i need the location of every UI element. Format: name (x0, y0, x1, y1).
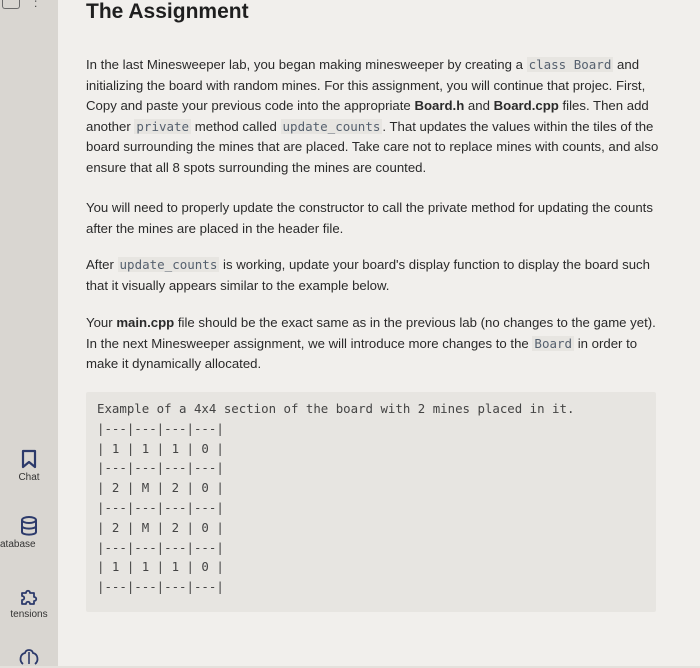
sidebar-item-label: Chat (18, 472, 40, 483)
text: is working, update your board's display function to display the board such that it visually appears similar to the example below. (86, 257, 650, 293)
text: and (464, 98, 494, 113)
text: file should be the exact same as in the previous lab (no changes to the game yet). In the next Minesweeper assignment, we will introduce more changes to the (86, 315, 656, 351)
paragraph-main (86, 313, 666, 375)
inline-code: private (136, 118, 190, 134)
inline-code: update_counts (119, 257, 218, 272)
inline-code: class Board (528, 57, 612, 72)
database-icon (19, 515, 39, 537)
sidebar-item-label: tensions (10, 609, 48, 620)
paragraph-intro (86, 55, 666, 178)
assignment-content (58, 0, 700, 666)
text: method called (191, 118, 281, 134)
paragraph-display (86, 255, 666, 296)
sidebar (0, 0, 59, 666)
sidebar-item-extensions[interactable] (0, 585, 58, 620)
text: In the last Minesweeper lab, you began making minesweeper by creating a (86, 57, 527, 72)
more-options-icon[interactable]: : (34, 0, 38, 10)
inline-code: Board (534, 335, 573, 351)
bookmark-icon (19, 448, 39, 470)
sidebar-item-chat[interactable] (0, 448, 58, 483)
sidebar-item-database[interactable] (0, 515, 58, 550)
text: files. Then add another (86, 98, 649, 134)
example-board-text: Example of a 4x4 section of the board with 2 mines placed in it. |---|---|---|---| | 1 | 1 | 1 | 0 | |---|---|---|---| | 2 | M | 2 | 0 | |---|---|---|---| | 2 | M | 2 | 0 | |---|---|---|---| | 1 | 1 | 1 | 0 | |---|---|---|---| (97, 401, 575, 595)
bold-text: main.cpp (116, 315, 175, 330)
page-title: The Assignment (86, 0, 249, 23)
text: After (86, 257, 118, 272)
sidebar-item-ai[interactable] (0, 648, 58, 668)
bold-text: Board.h (414, 98, 465, 113)
puzzle-icon (18, 585, 40, 607)
sidebar-item-label: atabase (0, 539, 36, 550)
bold-text: Board.cpp (493, 98, 559, 113)
text: Your (86, 315, 117, 330)
brain-icon (18, 648, 40, 668)
text: in order to make it dynamically allocated. (86, 335, 638, 371)
example-code-block (86, 392, 656, 612)
inline-code: update_counts (282, 118, 381, 134)
text: . That updates the values within the tiles of the board surrounding the mines that are placed. Take care not to replace mines with counts, and also ensure that all 8 spots surrounding the mines are counted. (86, 118, 659, 175)
text: and initializing the board with random mines. For this assignment, you will continue that projec. First, Copy and paste your previous code into the appropriate (86, 57, 646, 113)
window-control-icon[interactable] (2, 0, 20, 9)
paragraph-constructor: You will need to properly update the constructor to call the private method for updating the counts after the mines are placed in the header file. (86, 200, 653, 236)
